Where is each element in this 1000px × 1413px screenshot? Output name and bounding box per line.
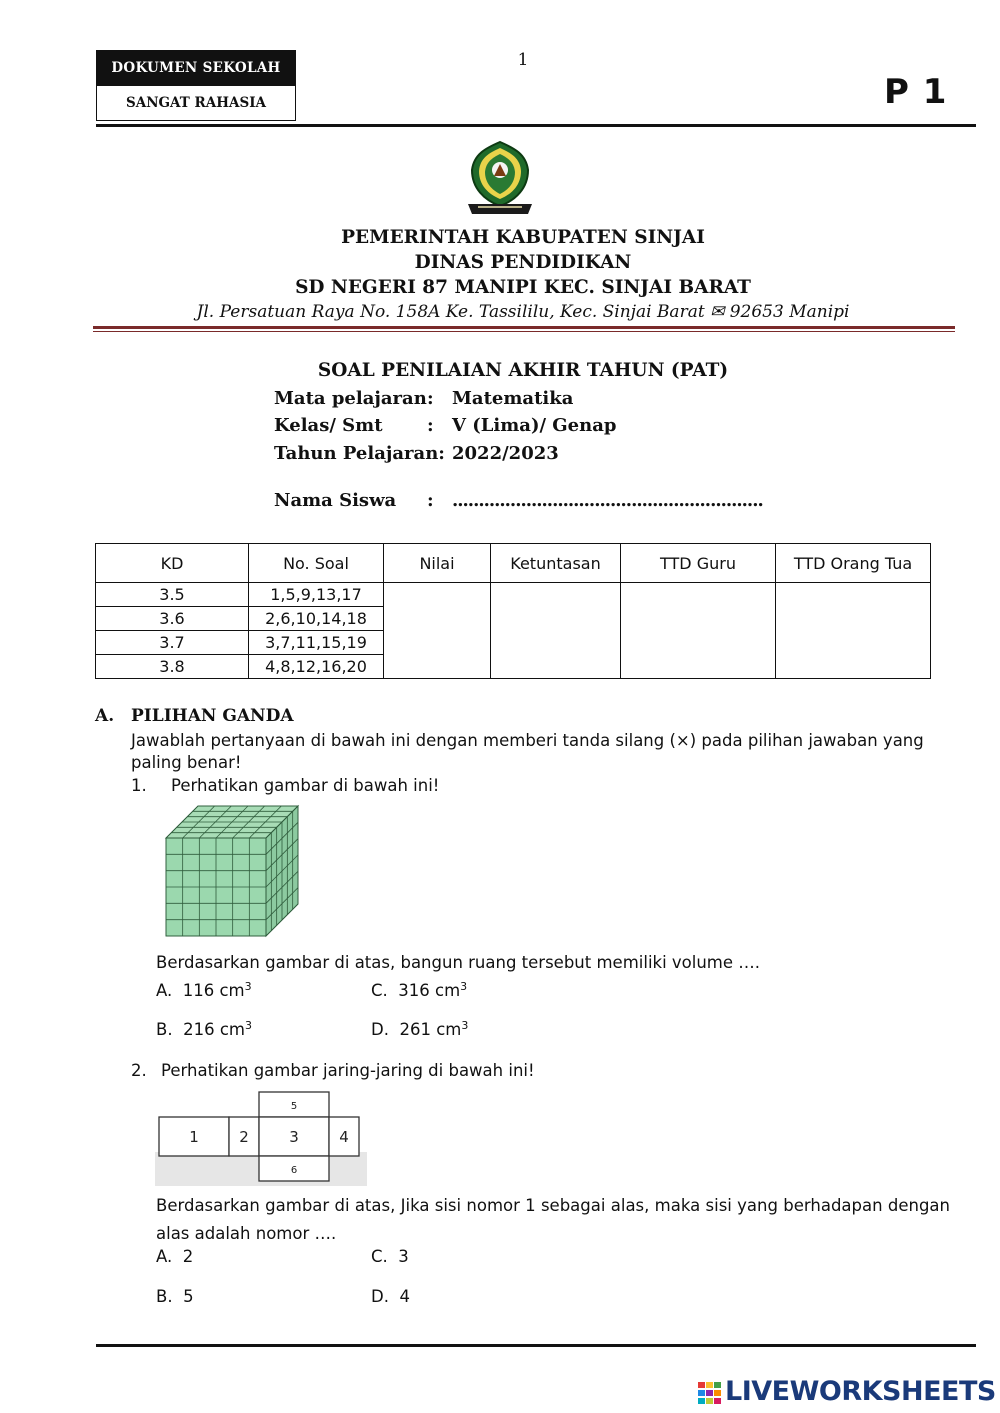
cell-kd: 3.8 <box>96 655 249 679</box>
net-label-1: 1 <box>189 1128 199 1146</box>
option-value: 4 <box>399 1287 410 1306</box>
bottom-rule <box>96 1344 976 1347</box>
student-name-blank[interactable]: ........................................................... <box>452 490 763 511</box>
option-value: 261 cm <box>399 1020 462 1039</box>
page-number: 1 <box>517 50 529 70</box>
col-header-no-soal: No. Soal <box>249 544 384 583</box>
option-2a[interactable] <box>156 1247 193 1266</box>
cell-kd: 3.7 <box>96 631 249 655</box>
option-letter: B. <box>156 1020 173 1039</box>
field-label: Mata pelajaran <box>274 388 427 409</box>
option-exponent: 3 <box>460 980 468 993</box>
section-name: PILIHAN GANDA <box>131 706 294 726</box>
option-1a[interactable] <box>156 980 252 1000</box>
page-code: P 1 <box>884 72 948 112</box>
field-colon: : <box>427 388 434 409</box>
net-label-3: 3 <box>289 1128 299 1146</box>
cell-ttd-orang-tua[interactable] <box>776 583 931 679</box>
table-header-row <box>96 544 931 583</box>
col-header-ttd-guru: TTD Guru <box>621 544 776 583</box>
net-label-2: 2 <box>239 1128 249 1146</box>
section-instruction: Jawablah pertanyaan di bawah ini dengan memberi tanda silang (×) pada pilihan jawaban yang paling benar! <box>131 731 924 772</box>
option-2b[interactable] <box>156 1287 194 1306</box>
option-letter: A. <box>156 1247 173 1266</box>
cell-ketuntasan[interactable] <box>491 583 621 679</box>
header-line3: SD NEGERI 87 MANIPI KEC. SINJAI BARAT <box>295 277 751 298</box>
option-letter: C. <box>371 981 388 1000</box>
regency-emblem-icon <box>464 140 536 218</box>
field-value: Matematika <box>452 388 574 409</box>
liveworksheets-logo <box>698 1376 998 1410</box>
option-exponent: 3 <box>461 1019 469 1032</box>
option-letter: C. <box>371 1247 388 1266</box>
question-1-number: 1. <box>131 776 147 795</box>
question-1-text: Berdasarkan gambar di atas, bangun ruang tersebut memiliki volume …. <box>156 953 761 972</box>
net-label-6: 6 <box>290 1165 298 1176</box>
section-letter: A. <box>95 706 115 726</box>
field-colon: : <box>427 490 434 511</box>
cell-ttd-guru[interactable] <box>621 583 776 679</box>
option-1b[interactable] <box>156 1019 252 1039</box>
cell-no-soal: 3,7,11,15,19 <box>249 631 384 655</box>
field-label: Kelas/ Smt <box>274 415 383 436</box>
option-value: 2 <box>182 1247 194 1266</box>
option-exponent: 3 <box>244 980 252 993</box>
question-2-text: Berdasarkan gambar di atas, Jika sisi nomor 1 sebagai alas, maka sisi yang berhadapan dengan alas adalah nomor …. <box>156 1196 950 1243</box>
field-class <box>0 415 1000 439</box>
table-row <box>96 583 931 607</box>
option-2d[interactable] <box>371 1287 410 1306</box>
liveworksheets-grid-icon <box>698 1382 722 1404</box>
top-rule <box>96 124 976 127</box>
option-letter: D. <box>371 1020 389 1039</box>
field-subject <box>0 388 1000 412</box>
col-header-kd: KD <box>96 544 249 583</box>
cell-no-soal: 4,8,12,16,20 <box>249 655 384 679</box>
col-header-ttd-orang-tua: TTD Orang Tua <box>776 544 931 583</box>
col-header-nilai: Nilai <box>384 544 491 583</box>
option-exponent: 3 <box>244 1019 252 1032</box>
field-colon: : <box>427 415 434 436</box>
option-letter: B. <box>156 1287 173 1306</box>
score-table <box>95 543 931 679</box>
stamp-line2: SANGAT RAHASIA <box>96 86 296 121</box>
cube-figure <box>162 804 302 938</box>
option-2c[interactable] <box>371 1247 409 1266</box>
cell-no-soal: 1,5,9,13,17 <box>249 583 384 607</box>
header-rule <box>93 326 955 329</box>
cell-kd: 3.5 <box>96 583 249 607</box>
field-label: Tahun Pelajaran: <box>274 443 445 464</box>
stamp-line1: DOKUMEN SEKOLAH <box>96 50 296 86</box>
cube-net-figure <box>155 1090 367 1186</box>
cell-kd: 3.6 <box>96 607 249 631</box>
option-1d[interactable] <box>371 1019 468 1039</box>
field-label: Nama Siswa <box>274 490 397 511</box>
field-year <box>0 443 1000 467</box>
header-line2: DINAS PENDIDIKAN <box>414 252 632 273</box>
field-value: V (Lima)/ Genap <box>452 415 617 436</box>
school-address: Jl. Persatuan Raya No. 158A Ke. Tassililu, Kec. Sinjai Barat ✉ 92653 Manipi <box>196 302 850 322</box>
option-value: 116 cm <box>182 981 245 1000</box>
option-value: 5 <box>183 1287 194 1306</box>
field-student-name <box>0 490 1000 514</box>
field-value: 2022/2023 <box>452 443 559 464</box>
option-value: 316 cm <box>398 981 461 1000</box>
exam-title: SOAL PENILAIAN AKHIR TAHUN (PAT) <box>317 360 729 381</box>
cell-no-soal: 2,6,10,14,18 <box>249 607 384 631</box>
question-1-prompt: Perhatikan gambar di bawah ini! <box>171 776 440 795</box>
option-value: 3 <box>398 1247 409 1266</box>
option-1c[interactable] <box>371 980 467 1000</box>
question-2-number: 2. <box>131 1061 147 1080</box>
cell-nilai[interactable] <box>384 583 491 679</box>
header-line1: PEMERINTAH KABUPATEN SINJAI <box>341 227 705 248</box>
option-letter: A. <box>156 981 173 1000</box>
header-rule-thin <box>93 331 955 332</box>
liveworksheets-wordmark: LIVEWORKSHEETS <box>725 1376 996 1407</box>
col-header-ketuntasan: Ketuntasan <box>491 544 621 583</box>
question-2-prompt: Perhatikan gambar jaring-jaring di bawah ini! <box>161 1061 535 1080</box>
option-letter: D. <box>371 1287 389 1306</box>
option-value: 216 cm <box>183 1020 245 1039</box>
net-label-4: 4 <box>339 1128 349 1146</box>
net-label-5: 5 <box>290 1101 298 1112</box>
